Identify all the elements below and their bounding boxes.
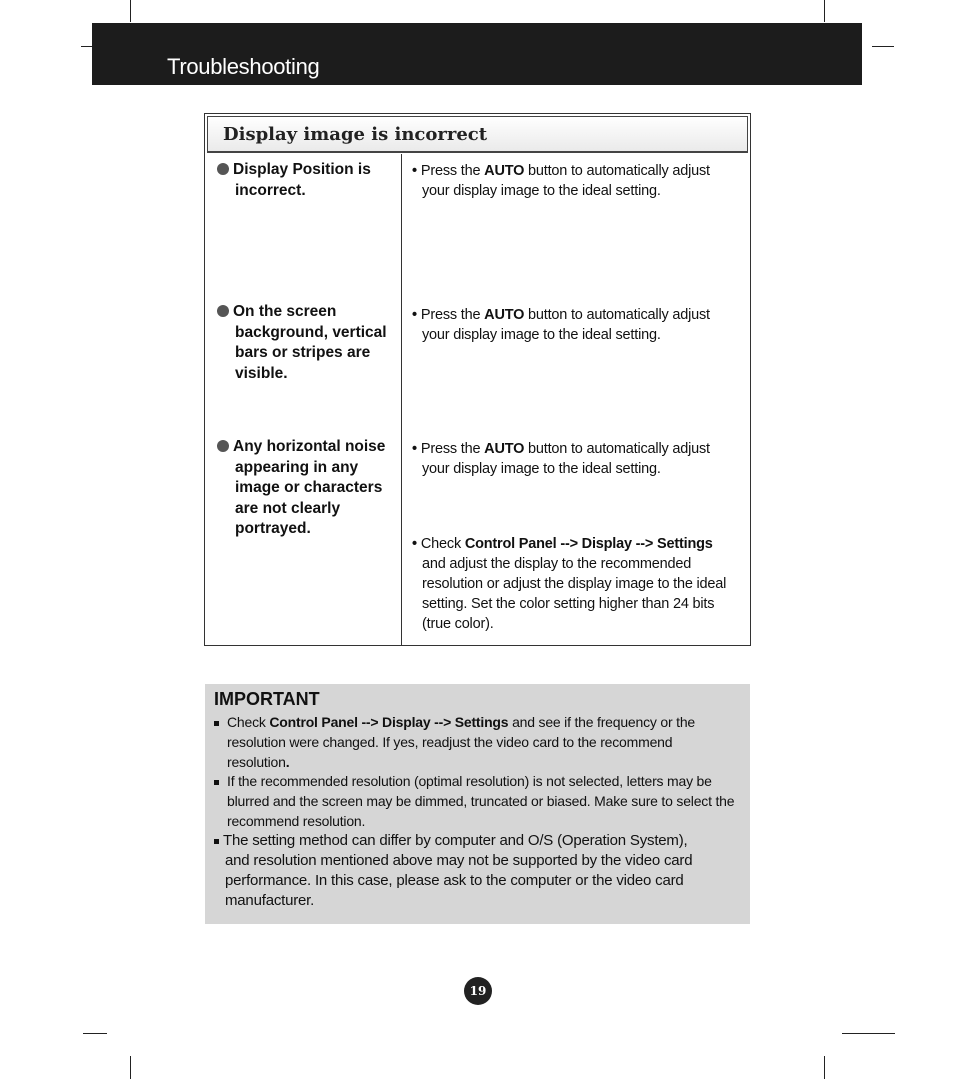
bullet-dot-icon (217, 163, 229, 175)
problem-text: incorrect. (235, 181, 306, 199)
important-text: blurred and the screen may be dimmed, truncated or biased. Make sure to select the recommend resolution. (227, 793, 735, 829)
troubleshooting-table (204, 113, 751, 646)
important-period: . (285, 754, 290, 770)
crop-mark (83, 1033, 107, 1034)
bullet-icon: • (412, 536, 417, 552)
important-text: and resolution mentioned above may not be supported by the video card performance. In this case, please ask to the computer or the video card manufacturer. (225, 852, 693, 909)
solution-text: your display image to the ideal setting. (422, 183, 661, 199)
bullet-icon: • (412, 163, 417, 179)
problem-text: Any horizontal noise (233, 438, 386, 455)
problem-text: On the screen (233, 303, 337, 320)
important-box (205, 684, 750, 924)
solution-keyword: AUTO (484, 441, 525, 457)
important-text: Check (227, 714, 270, 730)
solution-text: your display image to the ideal setting. (422, 327, 661, 343)
crop-mark (824, 1056, 825, 1079)
crop-mark (130, 0, 131, 22)
important-item (214, 771, 734, 831)
solution-keyword: Control Panel --> Display --> Settings (464, 536, 713, 552)
section-title: Display image is incorrect (223, 124, 488, 145)
solution-item (412, 534, 737, 634)
solution-keyword: AUTO (484, 163, 525, 179)
problem-text: Display Position is (233, 161, 371, 178)
important-text: If the recommended resolution (optimal resolution) is not selected, letters may be (227, 773, 712, 789)
solution-text: Press the (420, 441, 485, 457)
header-bar (92, 23, 862, 85)
square-bullet-icon (214, 721, 219, 726)
important-text: and see if the frequency or the (508, 714, 695, 730)
bullet-icon: • (412, 441, 417, 457)
problem-text: appearing in any image or characters are not clearly portrayed. (235, 458, 383, 537)
bullet-icon: • (412, 307, 417, 323)
problem-text: background, vertical bars or stripes are visible. (235, 323, 387, 382)
solution-text: button to automatically adjust (524, 307, 710, 323)
page-number: 19 (464, 977, 492, 1005)
solution-text: Press the (420, 307, 485, 323)
bullet-dot-icon (217, 440, 229, 452)
problem-item (217, 437, 389, 540)
solution-text: Press the (420, 163, 485, 179)
important-item (214, 712, 734, 772)
section-header (207, 116, 748, 153)
crop-mark (842, 1033, 895, 1034)
important-keyword: Control Panel --> Display --> Settings (269, 714, 509, 730)
square-bullet-icon (214, 780, 219, 785)
important-text: The setting method can differ by computer and O/S (Operation System), (223, 832, 688, 849)
solution-keyword: AUTO (484, 307, 525, 323)
important-title: IMPORTANT (214, 689, 320, 709)
problem-item (217, 160, 387, 201)
solution-text: button to automatically adjust (524, 163, 710, 179)
problem-item (217, 302, 389, 384)
important-item (214, 831, 734, 911)
solution-text: button to automatically adjust (524, 441, 710, 457)
solution-item (412, 305, 737, 345)
solution-text: your display image to the ideal setting. (422, 461, 661, 477)
page-title: Troubleshooting (167, 54, 320, 79)
square-bullet-icon (214, 839, 219, 844)
crop-mark (872, 46, 894, 47)
crop-mark (130, 1056, 131, 1079)
crop-mark (824, 0, 825, 22)
important-text-wrap (214, 732, 697, 772)
bullet-dot-icon (217, 305, 229, 317)
solution-text: Check (420, 536, 465, 552)
solution-item (412, 439, 737, 479)
solution-text: and adjust the display to the recommended resolution or adjust the display image to the ideal setting. Set the color setting higher than 24 bits (true color). (422, 556, 727, 632)
column-divider (401, 154, 402, 645)
solution-item (412, 161, 737, 201)
crop-mark (81, 46, 92, 47)
important-text: resolution were changed. If yes, readjust the video card to the recommend resolution (227, 734, 673, 770)
